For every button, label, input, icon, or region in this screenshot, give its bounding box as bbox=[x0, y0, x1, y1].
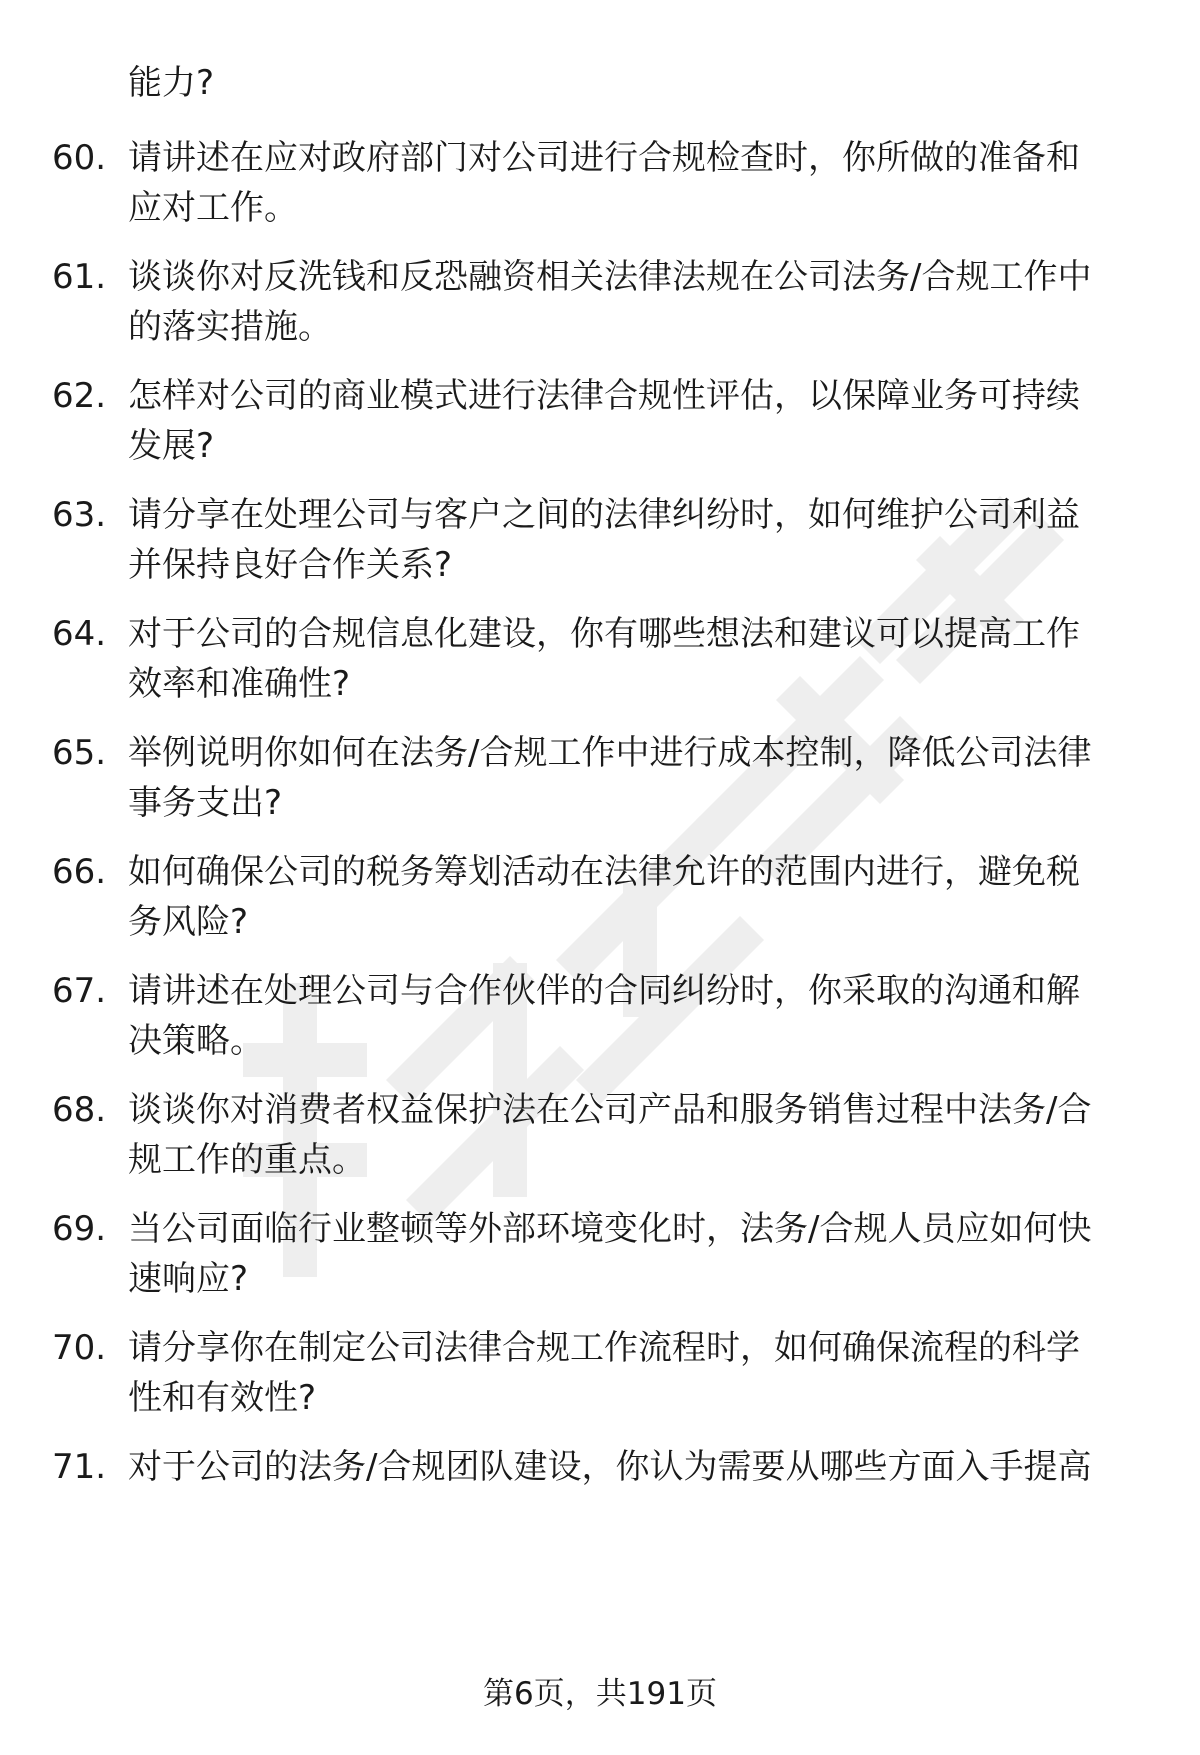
question-text bbox=[128, 847, 1158, 947]
question-number: 65. bbox=[52, 733, 107, 773]
question-text-line: 当公司面临行业整顿等外部环境变化时，法务/合规人员应如何快 bbox=[128, 1209, 1092, 1249]
question-number: 67. bbox=[52, 971, 107, 1011]
question-text-line: 请讲述在处理公司与合作伙伴的合同纠纷时，你采取的沟通和解 bbox=[128, 971, 1080, 1011]
question-text-line: 举例说明你如何在法务/合规工作中进行成本控制，降低公司法律 bbox=[128, 733, 1092, 773]
question-text-line: 应对工作。 bbox=[128, 188, 298, 228]
question-text bbox=[128, 1323, 1158, 1423]
question-text bbox=[128, 252, 1158, 352]
question-text-line: 请讲述在应对政府部门对公司进行合规检查时，你所做的准备和 bbox=[128, 138, 1080, 178]
question-number: 68. bbox=[52, 1090, 107, 1130]
question-text-line: 对于公司的合规信息化建设，你有哪些想法和建议可以提高工作 bbox=[128, 614, 1080, 654]
question-number: 60. bbox=[52, 138, 107, 178]
page-footer: 第6页，共191页 bbox=[483, 1676, 717, 1712]
question-number: 70. bbox=[52, 1328, 107, 1368]
question-number: 63. bbox=[52, 495, 107, 535]
question-text bbox=[128, 490, 1158, 590]
question-text bbox=[128, 1085, 1158, 1185]
question-text-line: 的落实措施。 bbox=[128, 307, 332, 347]
question-number: 61. bbox=[52, 257, 107, 297]
question-text-line: 请分享在处理公司与客户之间的法律纠纷时，如何维护公司利益 bbox=[128, 495, 1080, 535]
question-text bbox=[128, 728, 1158, 828]
question-text-line: 谈谈你对消费者权益保护法在公司产品和服务销售过程中法务/合 bbox=[128, 1090, 1092, 1130]
question-text-line: 速响应? bbox=[128, 1259, 249, 1299]
question-text bbox=[128, 966, 1158, 1066]
question-text bbox=[128, 1204, 1158, 1304]
question-text bbox=[128, 1442, 1158, 1492]
question-number: 71. bbox=[52, 1447, 107, 1487]
question-number: 62. bbox=[52, 376, 107, 416]
question-text bbox=[128, 609, 1158, 709]
question-text-line: 怎样对公司的商业模式进行法律合规性评估，以保障业务可持续 bbox=[128, 376, 1080, 416]
question-number: 66. bbox=[52, 852, 107, 892]
continued-question-text: 能力? bbox=[128, 63, 215, 103]
question-text-line: 决策略。 bbox=[128, 1021, 264, 1061]
question-text-line: 性和有效性? bbox=[128, 1378, 317, 1418]
question-text bbox=[128, 371, 1158, 471]
question-text-line: 对于公司的法务/合规团队建设，你认为需要从哪些方面入手提高 bbox=[128, 1447, 1092, 1487]
question-text-line: 并保持良好合作关系? bbox=[128, 545, 453, 585]
question-text-line: 规工作的重点。 bbox=[128, 1140, 366, 1180]
question-text-line: 效率和准确性? bbox=[128, 664, 351, 704]
question-text-line: 发展? bbox=[128, 426, 215, 466]
question-text-line: 谈谈你对反洗钱和反恐融资相关法律法规在公司法务/合规工作中 bbox=[128, 257, 1092, 297]
question-text bbox=[128, 133, 1158, 233]
question-number: 64. bbox=[52, 614, 107, 654]
question-number: 69. bbox=[52, 1209, 107, 1249]
question-text-line: 务风险? bbox=[128, 902, 249, 942]
question-text-line: 请分享你在制定公司法律合规工作流程时，如何确保流程的科学 bbox=[128, 1328, 1080, 1368]
question-text-line: 事务支出? bbox=[128, 783, 283, 823]
question-text-line: 如何确保公司的税务筹划活动在法律允许的范围内进行，避免税 bbox=[128, 852, 1080, 892]
